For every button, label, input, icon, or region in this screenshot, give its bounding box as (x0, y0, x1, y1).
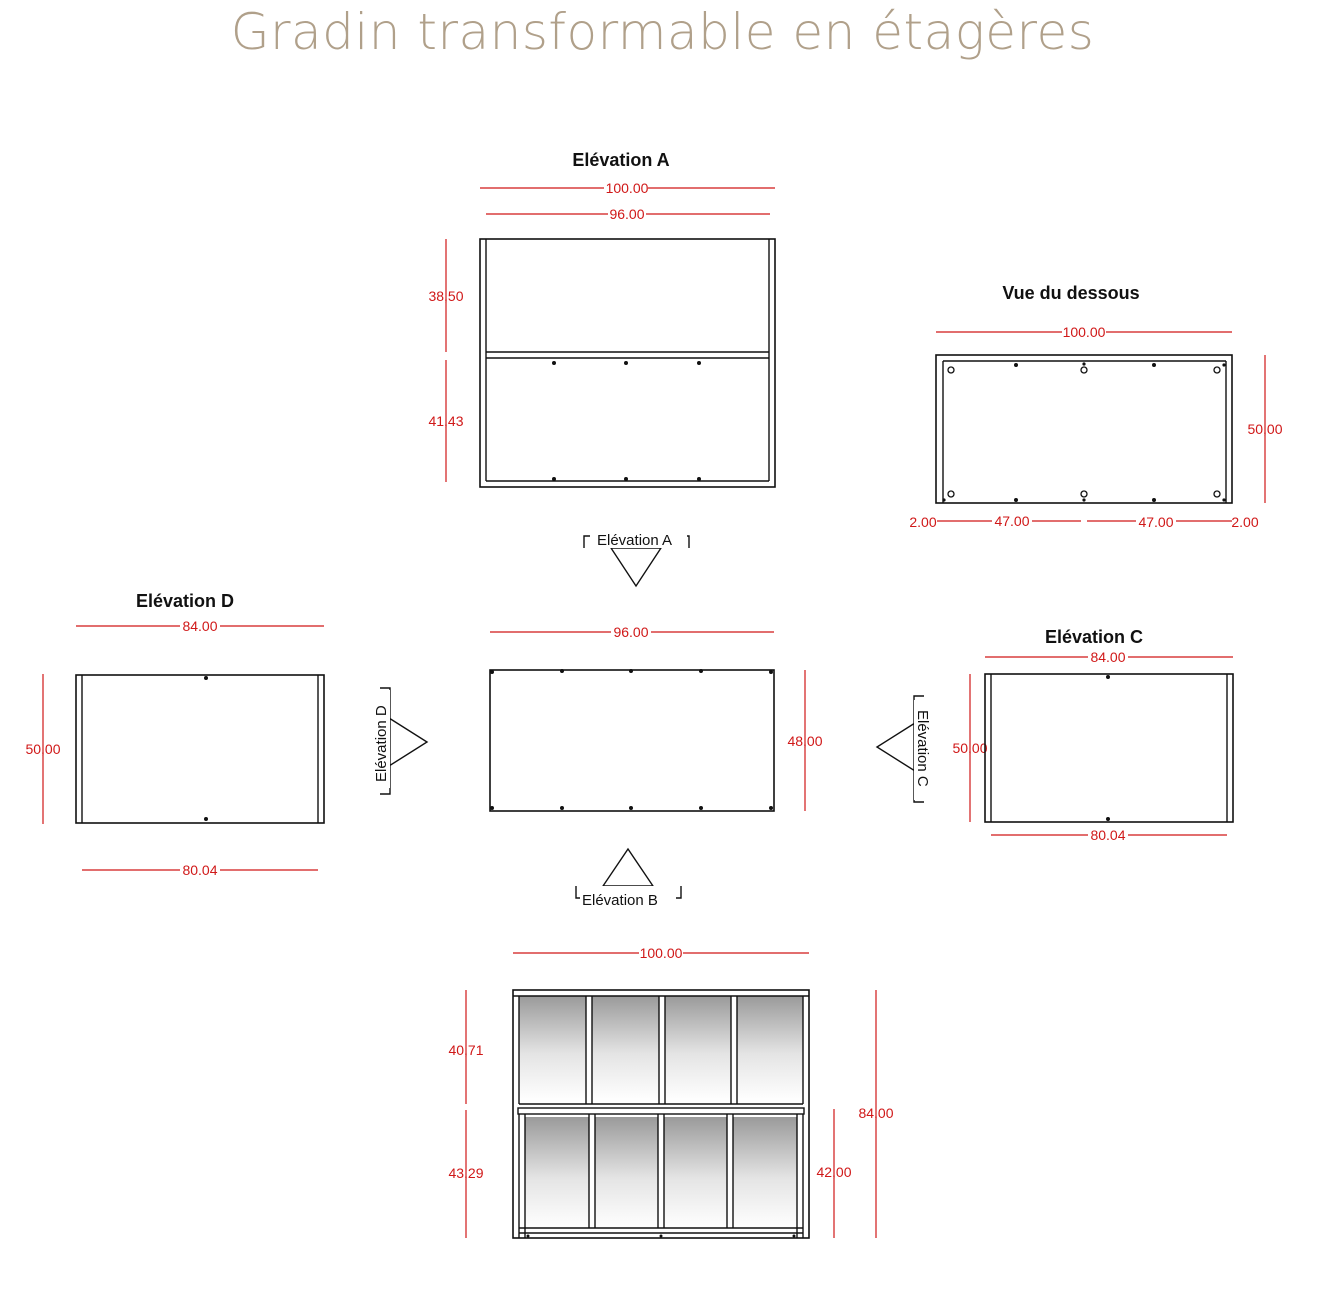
dim-height-top: 38,50 (428, 288, 464, 304)
dim-d-width-top: 84.00 (182, 618, 218, 634)
dim-half-left: 47.00 (994, 513, 1030, 529)
elevation-c-label: Elévation C (1044, 627, 1144, 647)
marker-c-label: Elévation C (914, 710, 931, 787)
marker-elevation-a (584, 528, 689, 586)
dim-b-height-top: 40,71 (448, 1042, 484, 1058)
dim-c-height: 50,00 (952, 740, 988, 756)
bottom-view-frame (936, 355, 1232, 503)
elevation-b-view (448, 945, 893, 1238)
plan-view (368, 528, 936, 909)
dim-bottom-width: 100.00 (1062, 324, 1106, 340)
marker-a-label: Elévation A (597, 532, 673, 549)
dim-b-width: 100.00 (639, 945, 683, 961)
bottom-view-label: Vue du dessous (1002, 283, 1140, 303)
elevation-c-view (952, 627, 1233, 843)
elevation-d-label: Elévation D (135, 591, 235, 611)
dim-plan-depth: 48,00 (787, 733, 823, 749)
marker-d-label: Elévation D (373, 705, 390, 782)
dim-half-right: 47.00 (1138, 514, 1174, 530)
dim-d-width-bottom: 80.04 (182, 862, 218, 878)
marker-elevation-c (877, 696, 936, 802)
dim-edge-right: 2.00 (1231, 514, 1259, 530)
plan-frame (490, 670, 774, 811)
dim-height-bottom: 41,43 (428, 413, 464, 429)
dim-c-width-top: 84.00 (1090, 649, 1126, 665)
dim-edge-left: 2.00 (909, 514, 937, 530)
bottom-view (909, 283, 1282, 530)
dim-b-height-total: 84,00 (858, 1105, 894, 1121)
dim-width-outer: 100.00 (605, 180, 649, 196)
dim-bottom-depth: 50,00 (1247, 421, 1283, 437)
dim-d-height: 50,00 (25, 741, 61, 757)
elevation-c-frame (985, 674, 1233, 822)
elevation-d-view (25, 591, 324, 878)
dim-b-height-bottom: 43,29 (448, 1165, 484, 1181)
elevation-a-label: Elévation A (572, 150, 670, 170)
marker-b-label: Elévation B (582, 892, 658, 909)
dim-c-width-bottom: 80.04 (1090, 827, 1126, 843)
page-title: Gradin transformable en étagères (230, 3, 1095, 61)
marker-elevation-d (368, 688, 427, 794)
marker-elevation-b (576, 849, 681, 909)
dim-b-height-shelf: 42,00 (816, 1164, 852, 1180)
dim-plan-width: 96.00 (613, 624, 649, 640)
dim-width-inner: 96.00 (609, 206, 645, 222)
elevation-a-view (428, 150, 775, 487)
elevation-d-frame (76, 675, 324, 823)
